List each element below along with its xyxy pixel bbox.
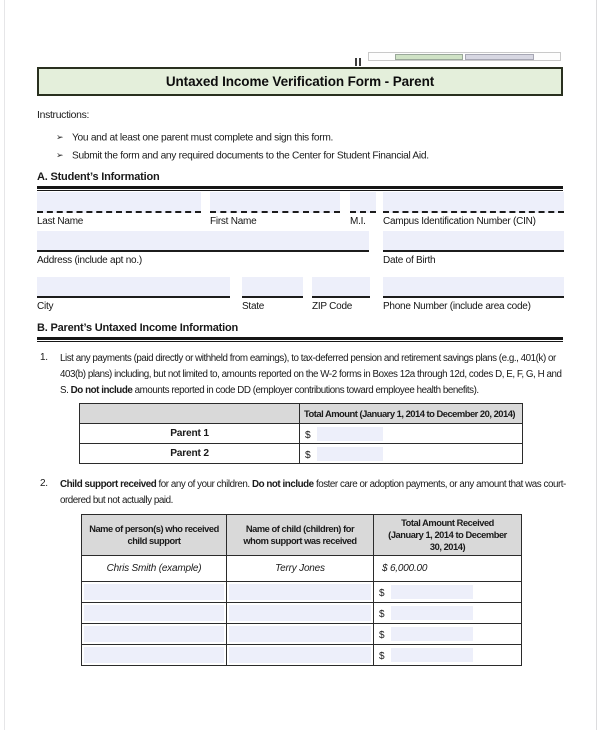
child-name-input[interactable]	[229, 605, 371, 621]
address-input[interactable]	[37, 231, 369, 252]
amount-cell	[374, 603, 522, 624]
child-header: Name of child (children) for whom support was received	[227, 515, 374, 556]
example-row	[82, 556, 522, 582]
child-cell	[227, 603, 374, 624]
item2-text-part2: foster care or adoption payments, or any amount that was court-ordered but not actually paid.	[60, 479, 566, 506]
page-left-edge	[4, 0, 5, 730]
instruction-item	[56, 132, 556, 144]
table-header-row	[80, 404, 523, 424]
section-b-rule	[37, 337, 563, 342]
phone-field-group	[383, 277, 564, 312]
first-name-input[interactable]	[210, 192, 340, 213]
person-cell	[82, 645, 227, 666]
child-cell	[227, 645, 374, 666]
section-a-heading: A. Student’s Information	[37, 171, 160, 183]
state-input[interactable]	[242, 277, 303, 298]
table-row	[80, 444, 523, 464]
currency-symbol: $	[379, 609, 385, 620]
amount-input[interactable]	[391, 627, 473, 641]
amount-cell	[374, 582, 522, 603]
amount-received-header: Total Amount Received (January 1, 2014 to December 30, 2014)	[374, 515, 522, 556]
item1-text-part: List any payments (paid directly or withheld from earnings), to tax-deferred pension and retirement savings plans (e.g., 401(k) or 403(b) plans) including, but not limited to, amounts reported on the W-2 forms in Boxes 12a through 12d, codes D, E, F, G, H and S.	[60, 353, 562, 396]
instruction-text: Submit the form and any required documents to the Center for Student Financial Aid.	[72, 150, 429, 162]
item1-number: 1.	[40, 352, 48, 363]
mi-label: M.I.	[350, 216, 366, 227]
first-name-label: First Name	[210, 216, 257, 227]
zip-label: ZIP Code	[312, 301, 353, 312]
position-indicator-gray-bar	[465, 54, 534, 60]
person-name-input[interactable]	[84, 605, 224, 621]
item2-bold-part2: Do not include	[251, 479, 314, 490]
table-row	[82, 624, 522, 645]
person-name-input[interactable]	[84, 584, 224, 600]
child-cell	[227, 624, 374, 645]
person-header: Name of person(s) who received child support	[82, 515, 227, 556]
section-a-rule	[37, 186, 563, 191]
first-name-field-group	[210, 192, 340, 227]
position-indicator-track	[368, 52, 561, 61]
table-row	[82, 645, 522, 666]
cin-field-group	[383, 192, 564, 227]
bullet-arrow-icon: ➢	[56, 150, 64, 160]
amount-input[interactable]	[391, 585, 473, 599]
item2-bold-part1: Child support received	[60, 479, 157, 490]
mi-input[interactable]	[350, 192, 376, 213]
zip-input[interactable]	[312, 277, 370, 298]
city-label: City	[37, 301, 54, 312]
cin-label: Campus Identification Number (CIN)	[383, 216, 536, 227]
position-indicator-green-bar	[395, 54, 463, 60]
child-name-input[interactable]	[229, 584, 371, 600]
currency-symbol: $	[379, 588, 385, 599]
parent1-amount-cell	[300, 424, 523, 444]
mi-field-group	[350, 192, 376, 227]
state-field-group	[242, 277, 303, 312]
dob-field-group	[383, 231, 564, 266]
address-label: Address (include apt no.)	[37, 255, 142, 266]
item1-bold-part: Do not include	[70, 384, 133, 396]
person-cell	[82, 624, 227, 645]
person-cell	[82, 582, 227, 603]
city-field-group	[37, 277, 230, 312]
child-cell	[227, 582, 374, 603]
bullet-arrow-icon: ➢	[56, 132, 64, 142]
item1-text-part2: amounts reported in code DD (employer contributions toward employee health benefits).	[132, 384, 479, 396]
parent1-label: Parent 1	[80, 424, 300, 444]
total-amount-header: Total Amount (January 1, 2014 to December 20, 2014)	[300, 404, 523, 424]
state-label: State	[242, 301, 265, 312]
pension-amount-table	[79, 403, 523, 464]
form-title-bar	[37, 67, 563, 96]
amount-cell	[374, 624, 522, 645]
form-title: Untaxed Income Verification Form - Parent	[165, 74, 435, 89]
last-name-field-group	[37, 192, 201, 227]
table-header-row	[82, 515, 522, 556]
amount-input[interactable]	[391, 606, 473, 620]
zip-field-group	[312, 277, 370, 312]
example-child: Terry Jones	[227, 556, 374, 582]
instructions-heading: Instructions:	[37, 110, 90, 121]
dob-label: Date of Birth	[383, 255, 436, 266]
item1-text	[60, 351, 567, 398]
page-right-edge	[596, 0, 597, 730]
item2-text-part1: for any of your children.	[156, 479, 252, 490]
currency-symbol: $	[379, 630, 385, 641]
child-support-table	[81, 514, 522, 666]
empty-header-cell	[80, 404, 300, 424]
child-name-input[interactable]	[229, 647, 371, 663]
phone-input[interactable]	[383, 277, 564, 298]
instruction-item	[56, 150, 556, 162]
last-name-input[interactable]	[37, 192, 201, 213]
table-row	[82, 582, 522, 603]
last-name-label: Last Name	[37, 216, 84, 227]
parent2-label: Parent 2	[80, 444, 300, 464]
parent2-amount-input[interactable]	[317, 447, 383, 461]
item2-number: 2.	[40, 478, 48, 489]
example-person: Chris Smith (example)	[82, 556, 227, 582]
currency-symbol: $	[305, 429, 311, 441]
table-row	[82, 603, 522, 624]
table-row	[80, 424, 523, 444]
phone-label: Phone Number (include area code)	[383, 301, 531, 312]
parent1-amount-input[interactable]	[317, 427, 383, 441]
cin-input[interactable]	[383, 192, 564, 213]
person-name-input[interactable]	[84, 647, 224, 663]
example-amount: $ 6,000.00	[374, 556, 522, 582]
child-name-input[interactable]	[229, 626, 371, 642]
dob-input[interactable]	[383, 231, 564, 252]
amount-input[interactable]	[391, 648, 473, 662]
amount-cell	[374, 645, 522, 666]
person-name-input[interactable]	[84, 626, 224, 642]
person-cell	[82, 603, 227, 624]
currency-symbol: $	[379, 651, 385, 662]
address-field-group	[37, 231, 369, 266]
parent2-amount-cell	[300, 444, 523, 464]
item2-text	[60, 477, 567, 509]
section-b-heading: B. Parent’s Untaxed Income Information	[37, 322, 239, 334]
instruction-text: You and at least one parent must complete and sign this form.	[72, 132, 334, 144]
currency-symbol: $	[305, 449, 311, 461]
city-input[interactable]	[37, 277, 230, 298]
